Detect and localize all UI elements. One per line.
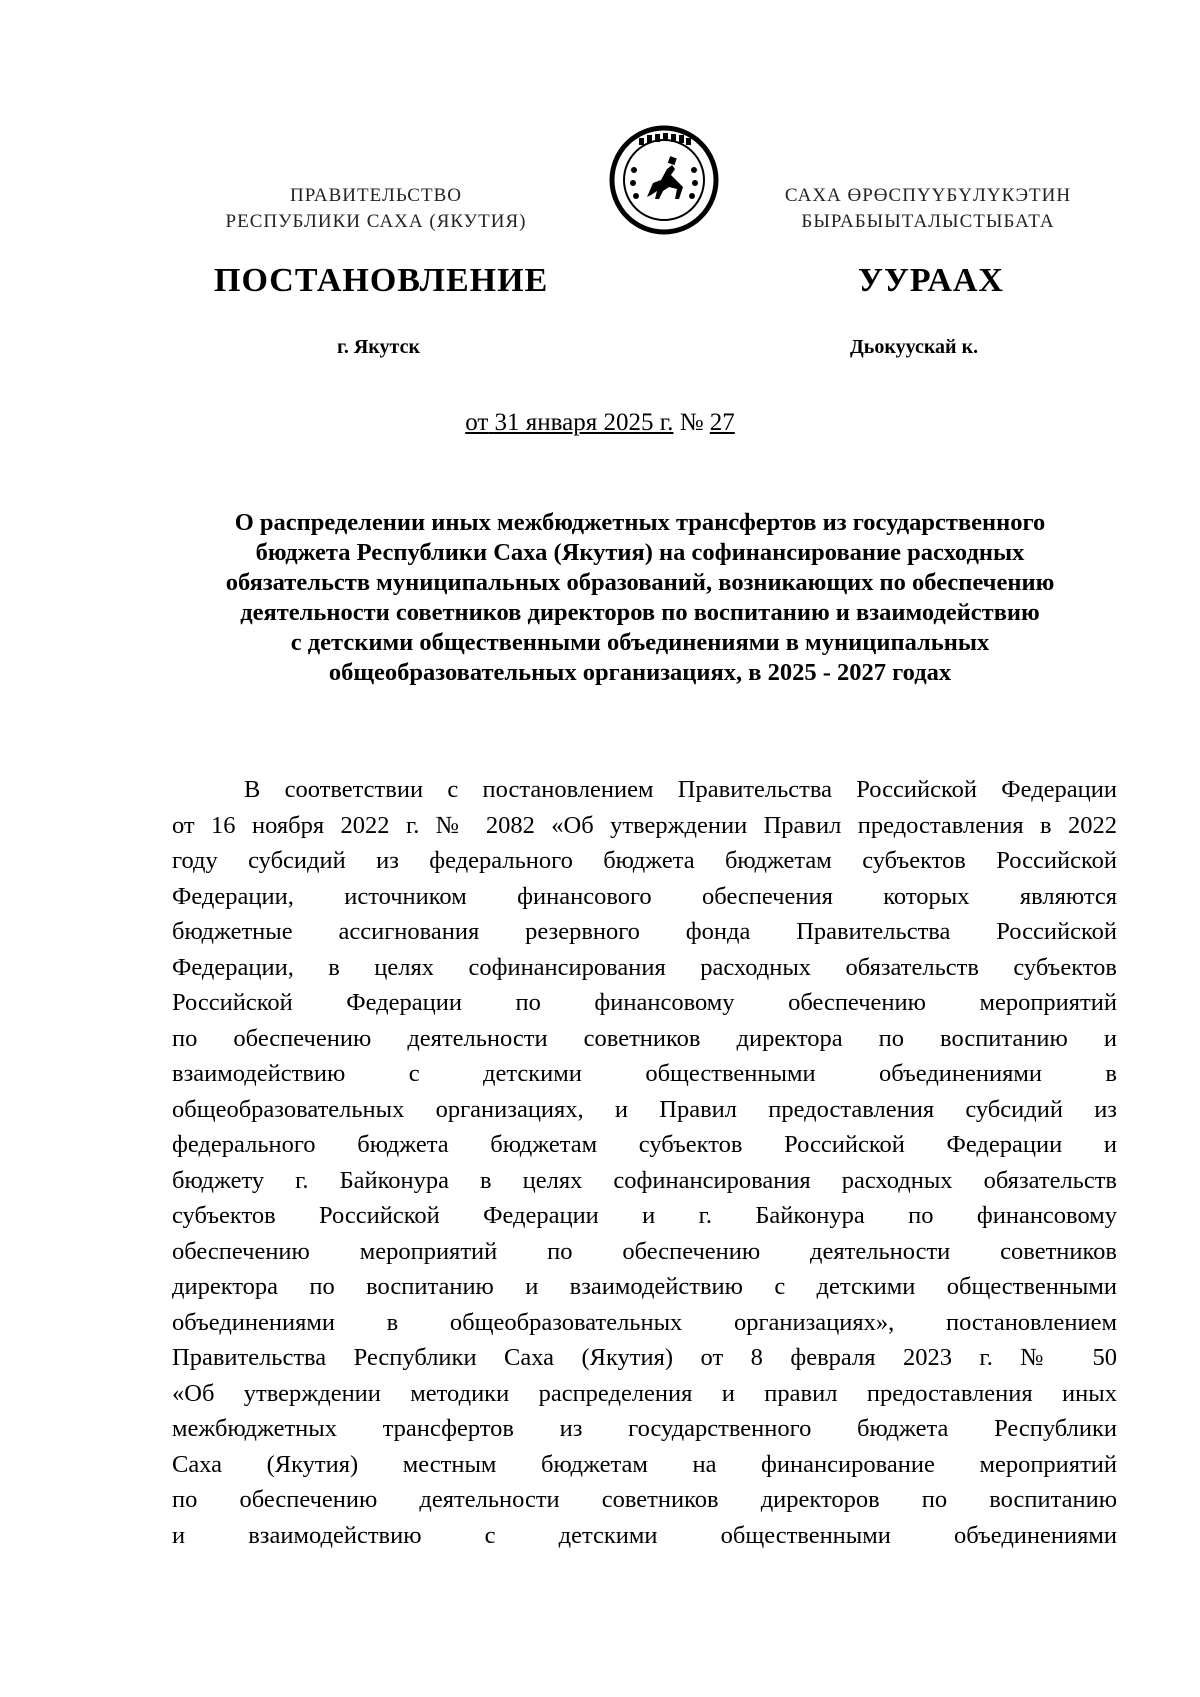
- coat-of-arms-emblem: [609, 125, 719, 235]
- issuer-sah-line-1: САХА ӨРӨСПҮҮБҮЛҮКЭТИН: [784, 185, 1072, 206]
- body-paragraph: [172, 772, 1117, 1553]
- document-title: [160, 508, 1120, 688]
- body-line: бюджетные ассигнования резервного фонда Правительства Российской: [172, 918, 1117, 945]
- title-line: общеобразовательных организациях, в 2025 - 2027 годах: [328, 659, 952, 686]
- body-line: Федерации, источником финансового обеспечения которых являются: [172, 882, 1117, 910]
- number-sign: №: [679, 409, 704, 436]
- issuer-ru: [196, 183, 556, 235]
- document-number: 27: [709, 409, 735, 436]
- document-type-sah: УУРААХ: [858, 262, 1004, 299]
- title-line: О распределении иных межбюджетных трансфертов из государственного: [234, 509, 1046, 536]
- body-line: федерального бюджета бюджетам субъектов Российской Федерации и: [172, 1131, 1117, 1158]
- city-sah: Дьокуускай к.: [850, 336, 979, 358]
- title-line: деятельности советников директоров по воспитанию и взаимодействию: [240, 599, 1040, 626]
- body-line: «Об утверждении методики распределения и правил предоставления иных: [172, 1379, 1117, 1407]
- body-line: Федерации, в целях софинансирования расходных обязательств субъектов: [172, 953, 1117, 981]
- issuer-ru-line-2: РЕСПУБЛИКИ САХА (ЯКУТИЯ): [225, 211, 527, 232]
- date-prefix: от: [465, 409, 489, 436]
- body-line: по обеспечению деятельности советников директоров по воспитанию: [172, 1486, 1117, 1513]
- title-line: обязательств муниципальных образований, возникающих по обеспечению: [225, 569, 1055, 596]
- body-line: субъектов Российской Федерации и г. Байконура по финансовому: [172, 1202, 1117, 1229]
- body-line: взаимодействию с детскими общественными объединениями в: [172, 1060, 1117, 1087]
- body-line: по обеспечению деятельности советников директора по воспитанию и: [172, 1024, 1117, 1052]
- issuer-sah: [748, 183, 1108, 235]
- body-line: В соответствии с постановлением Правительства Российской Федерации: [244, 776, 1117, 803]
- body-line: директора по воспитанию и взаимодействию с детскими общественными: [172, 1273, 1117, 1300]
- city-ru: г. Якутск: [337, 336, 420, 358]
- date-number-line: [0, 409, 1200, 437]
- body-line: Саха (Якутия) местным бюджетам на финансирование мероприятий: [172, 1450, 1117, 1478]
- body-line: общеобразовательных организациях, и Правил предоставления субсидий из: [172, 1095, 1117, 1123]
- body-line: Правительства Республики Саха (Якутия) от 8 февраля 2023 г. № 50: [172, 1344, 1117, 1371]
- body-line: объединениями в общеобразовательных организациях», постановлением: [172, 1308, 1117, 1336]
- document-date: 31 января 2025 г.: [494, 409, 674, 436]
- document-type-ru: ПОСТАНОВЛЕНИЕ: [214, 262, 549, 299]
- body-line: обеспечению мероприятий по обеспечению деятельности советников: [172, 1237, 1117, 1265]
- issuer-sah-line-2: БЫРАБЫЫТАЛЫСТЫБАТА: [801, 211, 1055, 232]
- body-line: межбюджетных трансфертов из государственного бюджета Республики: [172, 1415, 1117, 1442]
- body-line: и взаимодействию с детскими общественными объединениями: [172, 1521, 1117, 1549]
- title-line: с детскими общественными объединениями в муниципальных: [290, 629, 990, 656]
- issuer-ru-line-1: ПРАВИТЕЛЬСТВО: [290, 185, 462, 206]
- body-line: от 16 ноября 2022 г. № 2082 «Об утверждении Правил предоставления в 2022: [172, 811, 1117, 839]
- title-line: бюджета Республики Саха (Якутия) на софинансирование расходных: [255, 539, 1025, 566]
- body-line: Российской Федерации по финансовому обеспечению мероприятий: [172, 989, 1117, 1016]
- body-line: бюджету г. Байконура в целях софинансирования расходных обязательств: [172, 1166, 1117, 1194]
- body-line: году субсидий из федерального бюджета бюджетам субъектов Российской: [172, 847, 1117, 874]
